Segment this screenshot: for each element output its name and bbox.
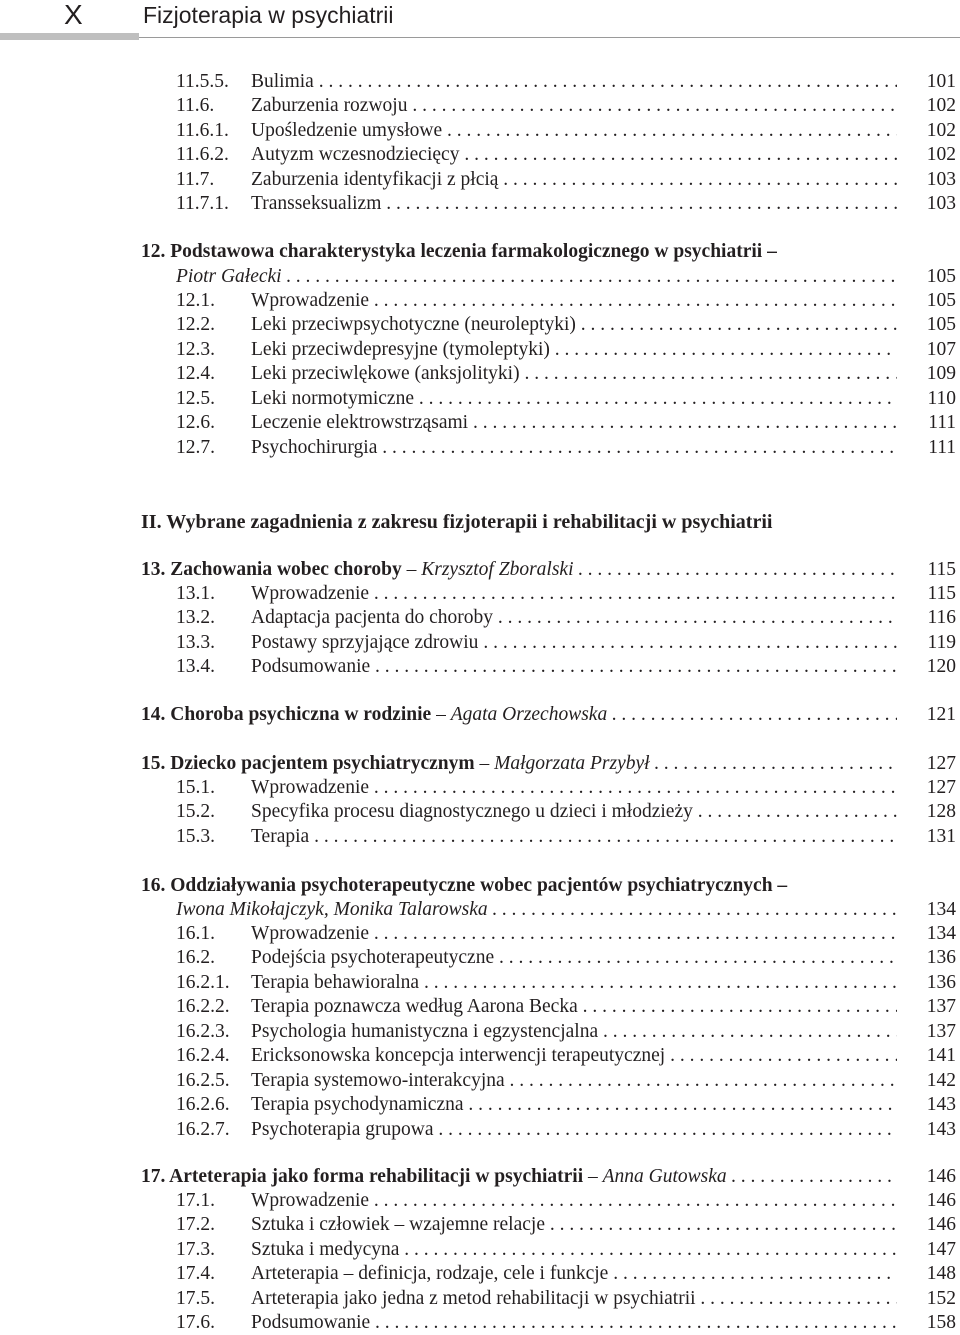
toc-entry[interactable] (0, 1238, 960, 1262)
entry-page: 110 (927, 387, 956, 409)
entry-title: Postawy sprzyjające zdrowiu . . . (251, 631, 897, 655)
entry-page: 146 (926, 1214, 956, 1236)
entry-number: 16.2.1. (176, 971, 230, 993)
entry-page: 115 (927, 583, 956, 604)
part-2-heading: II. Wybrane zagadnienia z zakresu fizjoterapii i rehabilitacji w psychiatrii (141, 511, 773, 533)
chapter-13-line[interactable] (0, 558, 960, 582)
toc-entry[interactable] (0, 119, 960, 143)
entry-number: 16.2.4. (176, 1045, 230, 1067)
entry-number: 17.6. (176, 1312, 215, 1334)
entry-page: 119 (927, 631, 956, 653)
entry-title: Specyfika procesu diagnostycznego u dzieci i młodzieży . . . (251, 800, 897, 824)
entry-title: Podsumowanie . . . (251, 655, 897, 679)
entry-number: 16.2.6. (176, 1094, 230, 1116)
toc-entry[interactable] (0, 655, 960, 679)
entry-title: Autyzm wczesnodziecięcy . . . (251, 143, 897, 167)
chapter-12-heading: 12. Podstawowa charakterystyka leczenia farmakologicznego w psychiatrii – (141, 241, 777, 262)
toc-entry[interactable] (0, 1044, 960, 1068)
entry-number: 17.1. (176, 1190, 215, 1211)
entry-title: Adaptacja pacjenta do choroby . . . (251, 606, 897, 630)
entry-page: 102 (926, 119, 956, 141)
entry-number: 11.7.1. (176, 193, 229, 215)
chapter-13-page: 115 (927, 559, 956, 580)
toc-entry[interactable] (0, 143, 960, 167)
entry-number: 12.2. (176, 314, 215, 336)
entry-number: 16.2.5. (176, 1069, 230, 1091)
chapter-14-page: 121 (926, 704, 956, 725)
toc-entry[interactable] (0, 946, 960, 970)
toc-entry[interactable] (0, 1311, 960, 1335)
chapter-17-line[interactable] (0, 1165, 960, 1189)
toc-entry[interactable] (0, 582, 960, 606)
entry-page: 128 (926, 801, 956, 823)
entry-page: 102 (926, 144, 956, 166)
chapter-12-author-line[interactable] (0, 265, 960, 289)
entry-number: 16.1. (176, 923, 215, 944)
entry-page: 147 (926, 1238, 956, 1260)
entry-page: 136 (926, 947, 956, 969)
entry-page: 101 (926, 71, 956, 92)
chapter-12-author: Piotr Gałecki . . . (176, 265, 897, 289)
entry-number: 15.1. (176, 777, 215, 798)
entry-title: Leki przeciwpsychotyczne (neuroleptyki) . . . (251, 313, 897, 337)
entry-page: 134 (926, 923, 956, 944)
toc-entry[interactable] (0, 1069, 960, 1093)
entry-title: Terapia behawioralna . . . (251, 971, 897, 995)
entry-page: 103 (926, 168, 956, 190)
toc-entry[interactable] (0, 922, 960, 946)
entry-page: 127 (926, 777, 956, 798)
toc-entry[interactable] (0, 776, 960, 800)
entry-page: 158 (926, 1312, 956, 1334)
entry-number: 12.4. (176, 363, 215, 385)
entry-title: Terapia systemowo-interakcyjna . . . (251, 1069, 897, 1093)
chapter-16-page: 134 (926, 899, 956, 920)
entry-title: Psychochirurgia . . . (251, 436, 897, 460)
entry-number: 13.2. (176, 607, 215, 629)
entry-page: 137 (926, 996, 956, 1018)
entry-title: Terapia . . . (251, 825, 897, 849)
entry-page: 137 (926, 1020, 956, 1042)
entry-number: 13.1. (176, 583, 215, 604)
entry-title: Zaburzenia identyfikacji z płcią . . . (251, 168, 897, 192)
entry-title: Psychologia humanistyczna i egzystencjalna . . . (251, 1020, 897, 1044)
toc-entry[interactable] (0, 411, 960, 435)
entry-page: 107 (926, 338, 956, 360)
entry-number: 16.2.3. (176, 1020, 230, 1042)
entry-number: 15.2. (176, 801, 215, 823)
toc-entry[interactable] (0, 1189, 960, 1213)
toc-entry[interactable] (0, 800, 960, 824)
toc-entry[interactable] (0, 313, 960, 337)
toc-entry[interactable] (0, 338, 960, 362)
chapter-17-page: 146 (926, 1166, 956, 1187)
entry-page: 103 (926, 193, 956, 215)
entry-number: 12.7. (176, 436, 215, 458)
chapter-12-page: 105 (926, 266, 956, 287)
entry-number: 13.4. (176, 656, 215, 678)
toc-entry[interactable] (0, 1020, 960, 1044)
entry-number: 12.3. (176, 338, 215, 360)
entry-number: 13.3. (176, 631, 215, 653)
chapter-14-line[interactable] (0, 703, 960, 727)
entry-page: 136 (926, 971, 956, 993)
entry-title: Sztuka i człowiek – wzajemne relacje . . . (251, 1213, 897, 1237)
entry-page: 131 (926, 825, 956, 847)
entry-title: Wprowadzenie . . . (251, 922, 897, 946)
toc-entry[interactable] (0, 971, 960, 995)
book-title: Fizjoterapia w psychiatrii (143, 2, 394, 28)
entry-number: 12.6. (176, 412, 215, 434)
entry-title: Wprowadzenie . . . (251, 289, 897, 313)
entry-page: 143 (926, 1118, 956, 1140)
entry-title: Upośledzenie umysłowe . . . (251, 119, 897, 143)
entry-title: Wprowadzenie . . . (251, 1189, 897, 1213)
entry-page: 148 (926, 1263, 956, 1285)
entry-number: 11.7. (176, 168, 215, 190)
entry-title: Zaburzenia rozwoju . . . (251, 94, 897, 118)
entry-number: 11.5.5. (176, 71, 229, 92)
entry-page: 146 (926, 1190, 956, 1211)
entry-title: Wprowadzenie . . . (251, 776, 897, 800)
entry-number: 11.6.1. (176, 119, 229, 141)
chapter-15-title: 15. Dziecko pacjentem psychiatrycznym – Małgorzata Przybył . . . (141, 752, 897, 776)
entry-page: 111 (928, 412, 956, 434)
entry-page: 102 (926, 95, 956, 117)
entry-title: Bulimia . . . (251, 70, 897, 94)
chapter-13-title: 13. Zachowania wobec choroby – Krzysztof Zboralski . . . (141, 558, 897, 582)
toc-entry[interactable] (0, 387, 960, 411)
entry-title: Leki przeciwdepresyjne (tymoleptyki) . . . (251, 338, 897, 362)
entry-title: Ericksonowska koncepcja interwencji terapeutycznej . . . (251, 1044, 897, 1068)
entry-title: Psychoterapia grupowa . . . (251, 1118, 897, 1142)
chapter-16-heading: 16. Oddziaływania psychoterapeutyczne wobec pacjentów psychiatrycznych – (141, 875, 788, 896)
chapter-letter: X (64, 0, 83, 30)
entry-number: 17.2. (176, 1214, 215, 1236)
toc-entry[interactable] (0, 606, 960, 630)
chapter-15-line[interactable] (0, 752, 960, 776)
entry-page: 116 (927, 607, 956, 629)
entry-page: 105 (926, 314, 956, 336)
toc-entry[interactable] (0, 631, 960, 655)
entry-title: Transseksualizm . . . (251, 192, 897, 216)
toc-entry[interactable] (0, 995, 960, 1019)
entry-title: Leki normotymiczne . . . (251, 387, 897, 411)
toc-entry[interactable] (0, 1118, 960, 1142)
entry-page: 142 (926, 1069, 956, 1091)
entry-page: 141 (926, 1045, 956, 1067)
toc-entry[interactable] (0, 70, 960, 94)
entry-number: 15.3. (176, 825, 215, 847)
toc-entry[interactable] (0, 436, 960, 460)
entry-page: 105 (926, 290, 956, 311)
entry-number: 12.1. (176, 290, 215, 311)
toc-entry[interactable] (0, 1213, 960, 1237)
entry-page: 109 (926, 363, 956, 385)
entry-page: 120 (926, 656, 956, 678)
entry-number: 11.6.2. (176, 144, 229, 166)
toc-entry[interactable] (0, 1262, 960, 1286)
chapter-16-author-line[interactable] (0, 898, 960, 922)
toc-entry[interactable] (0, 94, 960, 118)
toc-entry[interactable] (0, 1093, 960, 1117)
chapter-16-author: Iwona Mikołajczyk, Monika Talarowska . . . (176, 898, 897, 922)
toc-entry[interactable] (0, 168, 960, 192)
entry-number: 17.4. (176, 1263, 215, 1285)
entry-title: Podsumowanie . . . (251, 1311, 897, 1335)
toc-entry[interactable] (0, 825, 960, 849)
toc-entry[interactable] (0, 362, 960, 386)
entry-title: Podejścia psychoterapeutyczne . . . (251, 946, 897, 970)
entry-title: Leki przeciwlękowe (anksjolityki) . . . (251, 362, 897, 386)
chapter-14-title: 14. Choroba psychiczna w rodzinie – Agata Orzechowska . . . (141, 703, 897, 727)
entry-number: 11.6. (176, 95, 215, 117)
entry-title: Leczenie elektrowstrząsami . . . (251, 411, 897, 435)
toc-entry[interactable] (0, 1287, 960, 1311)
entry-number: 17.3. (176, 1238, 215, 1260)
entry-title: Wprowadzenie . . . (251, 582, 897, 606)
entry-number: 16.2. (176, 947, 215, 969)
entry-title: Terapia psychodynamiczna . . . (251, 1093, 897, 1117)
entry-title: Arteterapia – definicja, rodzaje, cele i funkcje . . . (251, 1262, 897, 1286)
entry-title: Sztuka i medycyna . . . (251, 1238, 897, 1262)
entry-title: Arteterapia jako jedna z metod rehabilitacji w psychiatrii . . . (251, 1287, 897, 1311)
entry-page: 152 (926, 1287, 956, 1309)
entry-page: 143 (926, 1094, 956, 1116)
entry-number: 16.2.7. (176, 1118, 230, 1140)
entry-number: 12.5. (176, 387, 215, 409)
toc-entry[interactable] (0, 192, 960, 216)
chapter-15-page: 127 (926, 753, 956, 774)
entry-number: 17.5. (176, 1287, 215, 1309)
toc-entry[interactable] (0, 289, 960, 313)
chapter-17-title: 17. Arteterapia jako forma rehabilitacji w psychiatrii – Anna Gutowska . . . (141, 1165, 897, 1189)
entry-title: Terapia poznawcza według Aarona Becka . . . (251, 995, 897, 1019)
entry-number: 16.2.2. (176, 996, 230, 1018)
entry-page: 111 (928, 436, 956, 458)
